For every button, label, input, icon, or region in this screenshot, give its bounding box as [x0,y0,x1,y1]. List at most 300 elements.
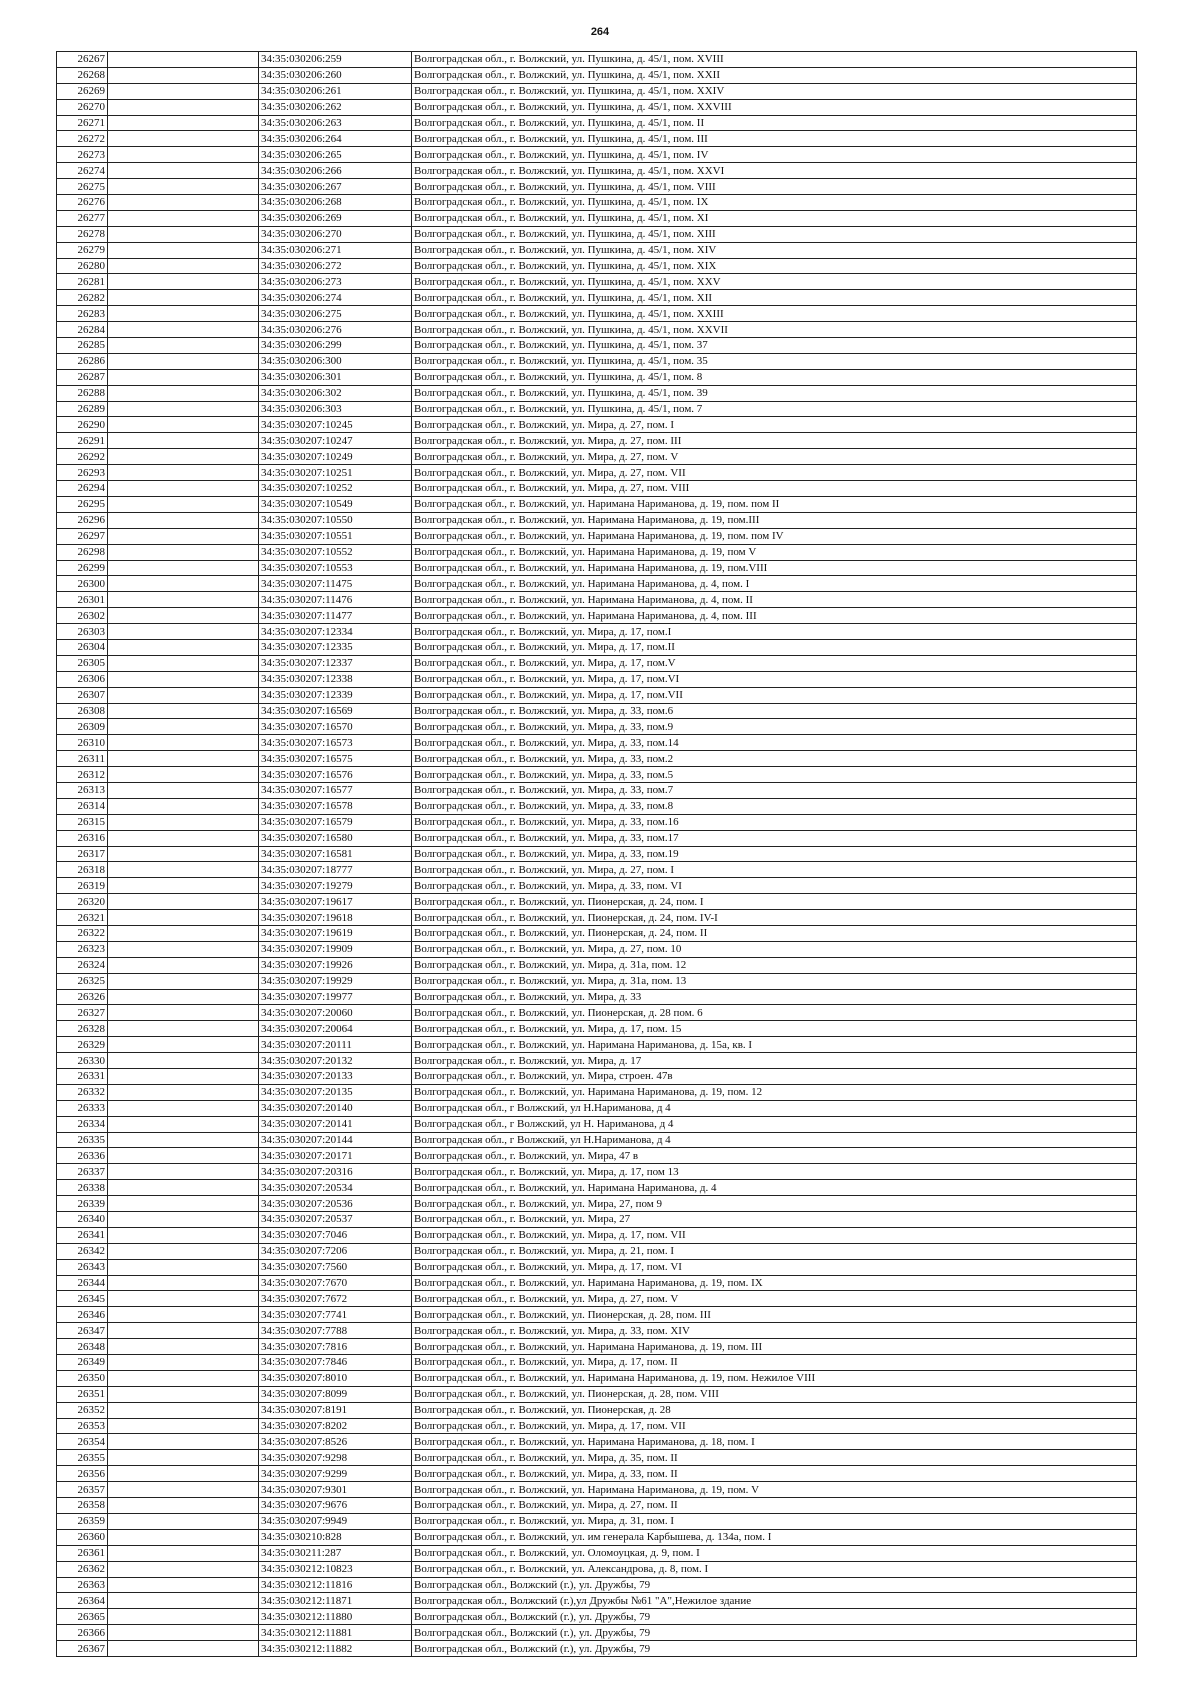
row-number-cell: 26343 [57,1259,108,1275]
empty-cell [108,385,259,401]
row-number-cell: 26311 [57,751,108,767]
table-row [57,1339,1137,1355]
cadastral-number-cell: 34:35:030207:20536 [259,1196,412,1212]
row-number-cell: 26314 [57,798,108,814]
address-cell: Волгоградская обл., г. Волжский, ул. Пушкина, д. 45/1, пом. 39 [412,385,1137,401]
table-row [57,1370,1137,1386]
empty-cell [108,512,259,528]
address-cell: Волгоградская обл., г. Волжский, ул. Мира, д. 27, пом. I [412,417,1137,433]
row-number-cell: 26310 [57,735,108,751]
row-number-cell: 26284 [57,322,108,338]
table-row [57,1641,1137,1657]
row-number-cell: 26358 [57,1498,108,1514]
empty-cell [108,1545,259,1561]
address-cell: Волгоградская обл., г. Волжский, ул. Мира, д. 17, пом. 15 [412,1021,1137,1037]
row-number-cell: 26330 [57,1053,108,1069]
cadastral-number-cell: 34:35:030207:20064 [259,1021,412,1037]
row-number-cell: 26316 [57,830,108,846]
cadastral-number-cell: 34:35:030207:11476 [259,592,412,608]
cadastral-number-cell: 34:35:030207:16580 [259,830,412,846]
empty-cell [108,1593,259,1609]
empty-cell [108,1100,259,1116]
address-cell: Волгоградская обл., г. Волжский, ул. Наримана Нариманова, д. 19, пом.VIII [412,560,1137,576]
empty-cell [108,1116,259,1132]
cadastral-number-cell: 34:35:030212:11881 [259,1625,412,1641]
address-cell: Волгоградская обл., г. Волжский, ул. Пушкина, д. 45/1, пом. XII [412,290,1137,306]
empty-cell [108,1402,259,1418]
table-row [57,163,1137,179]
table-row [57,814,1137,830]
row-number-cell: 26342 [57,1243,108,1259]
table-row [57,338,1137,354]
cadastral-number-cell: 34:35:030207:7788 [259,1323,412,1339]
empty-cell [108,671,259,687]
address-cell: Волгоградская обл., г. Волжский, ул. Пионерская, д. 28 пом. 6 [412,1005,1137,1021]
address-cell: Волгоградская обл., г. Волжский, ул. Мира, д. 33, пом.7 [412,782,1137,798]
table-row [57,67,1137,83]
address-cell: Волгоградская обл., г. Волжский, ул. Мира, д. 33, пом. VI [412,878,1137,894]
empty-cell [108,1243,259,1259]
table-row [57,385,1137,401]
address-cell: Волгоградская обл., г. Волжский, ул. Наримана Нариманова, д. 4, пом. II [412,592,1137,608]
table-row [57,862,1137,878]
table-row [57,1577,1137,1593]
empty-cell [108,1227,259,1243]
row-number-cell: 26272 [57,131,108,147]
empty-cell [108,338,259,354]
empty-cell [108,242,259,258]
empty-cell [108,322,259,338]
row-number-cell: 26334 [57,1116,108,1132]
address-cell: Волгоградская обл., г. Волжский, ул. Пушкина, д. 45/1, пом. XXVI [412,163,1137,179]
row-number-cell: 26363 [57,1577,108,1593]
cadastral-number-cell: 34:35:030207:9676 [259,1498,412,1514]
cadastral-number-cell: 34:35:030206:301 [259,369,412,385]
cadastral-number-cell: 34:35:030207:20144 [259,1132,412,1148]
cadastral-number-cell: 34:35:030207:20141 [259,1116,412,1132]
table-row [57,210,1137,226]
address-cell: Волгоградская обл., г. Волжский, ул. Александрова, д. 8, пом. I [412,1561,1137,1577]
row-number-cell: 26340 [57,1212,108,1228]
empty-cell [108,258,259,274]
empty-cell [108,1291,259,1307]
table-row [57,1005,1137,1021]
table-row [57,83,1137,99]
address-cell: Волгоградская обл., г. Волжский, ул. Мира, д. 27, пом. 10 [412,941,1137,957]
empty-cell [108,369,259,385]
row-number-cell: 26345 [57,1291,108,1307]
row-number-cell: 26341 [57,1227,108,1243]
row-number-cell: 26317 [57,846,108,862]
address-cell: Волгоградская обл., г. Волжский, ул. Наримана Нариманова, д. 19, пом. 12 [412,1084,1137,1100]
cadastral-number-cell: 34:35:030207:16573 [259,735,412,751]
address-cell: Волгоградская обл., г. Волжский, ул. Мира, д. 21, пом. I [412,1243,1137,1259]
row-number-cell: 26318 [57,862,108,878]
cadastral-number-cell: 34:35:030211:287 [259,1545,412,1561]
address-cell: Волгоградская обл., г. Волжский, ул. Мира, д. 33, пом.14 [412,735,1137,751]
cadastral-number-cell: 34:35:030207:7741 [259,1307,412,1323]
empty-cell [108,1513,259,1529]
table-row [57,544,1137,560]
table-row [57,1100,1137,1116]
cadastral-number-cell: 34:35:030206:264 [259,131,412,147]
row-number-cell: 26298 [57,544,108,560]
address-cell: Волгоградская обл., г. Волжский, ул. Пушкина, д. 45/1, пом. XIX [412,258,1137,274]
cadastral-number-cell: 34:35:030206:274 [259,290,412,306]
table-row [57,1593,1137,1609]
cadastral-number-cell: 34:35:030207:19618 [259,910,412,926]
row-number-cell: 26282 [57,290,108,306]
row-number-cell: 26291 [57,433,108,449]
empty-cell [108,719,259,735]
table-row [57,1625,1137,1641]
empty-cell [108,1386,259,1402]
table-row [57,1069,1137,1085]
address-cell: Волгоградская обл., г. Волжский, ул. Пушкина, д. 45/1, пом. VIII [412,179,1137,195]
table-row [57,687,1137,703]
cadastral-number-cell: 34:35:030212:11816 [259,1577,412,1593]
row-number-cell: 26270 [57,99,108,115]
table-row [57,703,1137,719]
table-row [57,767,1137,783]
cadastral-number-cell: 34:35:030207:10247 [259,433,412,449]
address-cell: Волгоградская обл., г. Волжский, ул. Мира, 47 в [412,1148,1137,1164]
table-row [57,1323,1137,1339]
empty-cell [108,274,259,290]
cadastral-number-cell: 34:35:030206:260 [259,67,412,83]
row-number-cell: 26281 [57,274,108,290]
table-row [57,798,1137,814]
empty-cell [108,67,259,83]
table-row [57,1434,1137,1450]
table-row [57,449,1137,465]
row-number-cell: 26273 [57,147,108,163]
address-cell: Волгоградская обл., г. Волжский, ул. Мира, д. 33, пом.17 [412,830,1137,846]
empty-cell [108,592,259,608]
table-row [57,1275,1137,1291]
row-number-cell: 26305 [57,655,108,671]
address-cell: Волгоградская обл., г. Волжский, ул. Мира, д. 17, пом. II [412,1355,1137,1371]
table-row [57,1529,1137,1545]
cadastral-number-cell: 34:35:030206:265 [259,147,412,163]
address-cell: Волгоградская обл., г. Волжский, ул. Мира, д. 17, пом.V [412,655,1137,671]
address-cell: Волгоградская обл., г. Волжский, ул. Мира, д. 17, пом. VII [412,1418,1137,1434]
table-row [57,655,1137,671]
address-cell: Волгоградская обл., г. Волжский, ул. Наримана Нариманова, д. 19, пом. V [412,1482,1137,1498]
table-row [57,322,1137,338]
row-number-cell: 26327 [57,1005,108,1021]
empty-cell [108,1370,259,1386]
cadastral-number-cell: 34:35:030206:273 [259,274,412,290]
empty-cell [108,1164,259,1180]
empty-cell [108,846,259,862]
address-cell: Волгоградская обл., г. Волжский, ул. Наримана Нариманова, д. 19, пом V [412,544,1137,560]
empty-cell [108,115,259,131]
cadastral-number-cell: 34:35:030207:10249 [259,449,412,465]
empty-cell [108,1307,259,1323]
empty-cell [108,1259,259,1275]
row-number-cell: 26321 [57,910,108,926]
empty-cell [108,735,259,751]
address-cell: Волгоградская обл., г. Волжский, ул. Мира, д. 33 [412,989,1137,1005]
empty-cell [108,1323,259,1339]
address-cell: Волгоградская обл., г. Волжский, ул. Пушкина, д. 45/1, пом. XXVII [412,322,1137,338]
row-number-cell: 26336 [57,1148,108,1164]
address-cell: Волгоградская обл., г. Волжский, ул. Мира, д. 17, пом. VII [412,1227,1137,1243]
address-cell: Волгоградская обл., г. Волжский, ул. Мира, д. 33, пом.9 [412,719,1137,735]
table-row [57,735,1137,751]
cadastral-number-cell: 34:35:030207:12334 [259,624,412,640]
empty-cell [108,433,259,449]
table-row [57,401,1137,417]
empty-cell [108,1275,259,1291]
cadastral-number-cell: 34:35:030207:12338 [259,671,412,687]
address-cell: Волгоградская обл., г. Волжский, ул. Мира, д. 33, пом. II [412,1466,1137,1482]
address-cell: Волгоградская обл., г. Волжский, ул. Мира, д. 33, пом.6 [412,703,1137,719]
cadastral-number-cell: 34:35:030207:19617 [259,894,412,910]
table-row [57,941,1137,957]
empty-cell [108,1037,259,1053]
empty-cell [108,1148,259,1164]
address-cell: Волгоградская обл., г. Волжский, ул. Оломоуцкая, д. 9, пом. I [412,1545,1137,1561]
empty-cell [108,528,259,544]
cadastral-number-cell: 34:35:030207:16569 [259,703,412,719]
empty-cell [108,52,259,68]
cadastral-number-cell: 34:35:030207:19929 [259,973,412,989]
empty-cell [108,1641,259,1657]
cadastral-number-cell: 34:35:030207:10553 [259,560,412,576]
cadastral-number-cell: 34:35:030207:10245 [259,417,412,433]
row-number-cell: 26269 [57,83,108,99]
address-cell: Волгоградская обл., г. Волжский, ул. Мира, д. 33, пом.5 [412,767,1137,783]
table-row [57,751,1137,767]
table-row [57,131,1137,147]
cadastral-number-cell: 34:35:030207:8526 [259,1434,412,1450]
address-cell: Волгоградская обл., г. Волжский, ул. Пушкина, д. 45/1, пом. XVIII [412,52,1137,68]
cadastral-number-cell: 34:35:030207:9298 [259,1450,412,1466]
table-row [57,512,1137,528]
row-number-cell: 26325 [57,973,108,989]
table-row [57,1021,1137,1037]
cadastral-number-cell: 34:35:030207:20140 [259,1100,412,1116]
address-cell: Волгоградская обл., г. Волжский, ул. Мира, д. 31а, пом. 12 [412,957,1137,973]
address-cell: Волгоградская обл., г. Волжский, ул. Пушкина, д. 45/1, пом. XXIV [412,83,1137,99]
cadastral-number-cell: 34:35:030206:268 [259,195,412,211]
cadastral-number-cell: 34:35:030206:267 [259,179,412,195]
row-number-cell: 26351 [57,1386,108,1402]
empty-cell [108,782,259,798]
cadastral-number-cell: 34:35:030206:272 [259,258,412,274]
table-row [57,592,1137,608]
cadastral-number-cell: 34:35:030207:20132 [259,1053,412,1069]
empty-cell [108,1418,259,1434]
cadastral-number-cell: 34:35:030207:8202 [259,1418,412,1434]
cadastral-number-cell: 34:35:030212:11880 [259,1609,412,1625]
address-cell: Волгоградская обл., г. Волжский, ул. Пионерская, д. 24, пом. IV-I [412,910,1137,926]
cadastral-number-cell: 34:35:030207:7046 [259,1227,412,1243]
row-number-cell: 26293 [57,465,108,481]
empty-cell [108,894,259,910]
address-cell: Волгоградская обл., Волжский (г.),ул Дружбы №61 "А",Нежилое здание [412,1593,1137,1609]
address-cell: Волгоградская обл., г. Волжский, ул. Мира, д. 27, пом. V [412,1291,1137,1307]
cadastral-number-cell: 34:35:030207:12337 [259,655,412,671]
table-row [57,1402,1137,1418]
address-cell: Волгоградская обл., г. Волжский, ул. Пушкина, д. 45/1, пом. 8 [412,369,1137,385]
address-cell: Волгоградская обл., г. Волжский, ул. Пионерская, д. 28 [412,1402,1137,1418]
table-row [57,719,1137,735]
cadastral-number-cell: 34:35:030207:20537 [259,1212,412,1228]
address-cell: Волгоградская обл., Волжский (г.), ул. Дружбы, 79 [412,1625,1137,1641]
cadastral-number-cell: 34:35:030207:20111 [259,1037,412,1053]
table-row [57,1498,1137,1514]
address-cell: Волгоградская обл., г. Волжский, ул. Пушкина, д. 45/1, пом. XI [412,210,1137,226]
cadastral-number-cell: 34:35:030207:20135 [259,1084,412,1100]
row-number-cell: 26329 [57,1037,108,1053]
address-cell: Волгоградская обл., г. Волжский, ул. Мира, д. 27, пом. I [412,862,1137,878]
row-number-cell: 26338 [57,1180,108,1196]
empty-cell [108,560,259,576]
row-number-cell: 26276 [57,195,108,211]
table-row [57,1037,1137,1053]
table-row [57,1450,1137,1466]
address-cell: Волгоградская обл., г. Волжский, ул. Мира, д. 27, пом. III [412,433,1137,449]
address-cell: Волгоградская обл., г. Волжский, ул. Мира, д. 33, пом. XIV [412,1323,1137,1339]
cadastral-number-cell: 34:35:030207:11477 [259,608,412,624]
cadastral-number-cell: 34:35:030207:7816 [259,1339,412,1355]
address-cell: Волгоградская обл., г. Волжский, ул. Пушкина, д. 45/1, пом. IV [412,147,1137,163]
address-cell: Волгоградская обл., г. Волжский, ул. Пушкина, д. 45/1, пом. XIII [412,226,1137,242]
row-number-cell: 26359 [57,1513,108,1529]
cadastral-number-cell: 34:35:030206:302 [259,385,412,401]
table-row [57,465,1137,481]
address-cell: Волгоградская обл., Волжский (г.), ул. Дружбы, 79 [412,1609,1137,1625]
row-number-cell: 26278 [57,226,108,242]
address-cell: Волгоградская обл., г. Волжский, ул. Наримана Нариманова, д. 19, пом.III [412,512,1137,528]
cadastral-number-cell: 34:35:030207:16575 [259,751,412,767]
table-row [57,1561,1137,1577]
empty-cell [108,449,259,465]
row-number-cell: 26289 [57,401,108,417]
address-cell: Волгоградская обл., г. Волжский, ул. Наримана Нариманова, д. 4, пом. I [412,576,1137,592]
cadastral-number-cell: 34:35:030207:16577 [259,782,412,798]
empty-cell [108,417,259,433]
empty-cell [108,608,259,624]
table-row [57,1084,1137,1100]
address-cell: Волгоградская обл., г. Волжский, ул. Пушкина, д. 45/1, пом. IX [412,195,1137,211]
row-number-cell: 26277 [57,210,108,226]
address-cell: Волгоградская обл., г. Волжский, ул. Пионерская, д. 24, пом. II [412,925,1137,941]
cadastral-number-cell: 34:35:030207:12335 [259,639,412,655]
cadastral-number-cell: 34:35:030207:7846 [259,1355,412,1371]
table-row [57,528,1137,544]
empty-cell [108,163,259,179]
table-row [57,1132,1137,1148]
table-row [57,1053,1137,1069]
address-cell: Волгоградская обл., г. Волжский, ул. Пионерская, д. 24, пом. I [412,894,1137,910]
address-cell: Волгоградская обл., г. Волжский, ул. Мира, д. 17 [412,1053,1137,1069]
table-row [57,576,1137,592]
empty-cell [108,1339,259,1355]
address-cell: Волгоградская обл., г. Волжский, ул. Пушкина, д. 45/1, пом. II [412,115,1137,131]
empty-cell [108,1021,259,1037]
row-number-cell: 26357 [57,1482,108,1498]
empty-cell [108,703,259,719]
row-number-cell: 26339 [57,1196,108,1212]
row-number-cell: 26320 [57,894,108,910]
address-cell: Волгоградская обл., г. Волжский, ул. Мира, д. 33, пом.2 [412,751,1137,767]
table-row [57,1148,1137,1164]
table-row [57,1227,1137,1243]
table-row [57,973,1137,989]
row-number-cell: 26352 [57,1402,108,1418]
cadastral-number-cell: 34:35:030207:10251 [259,465,412,481]
row-number-cell: 26333 [57,1100,108,1116]
empty-cell [108,99,259,115]
row-number-cell: 26323 [57,941,108,957]
address-cell: Волгоградская обл., г. Волжский, ул. Мира, д. 27, пом. VIII [412,481,1137,497]
table-row [57,1116,1137,1132]
cadastral-number-cell: 34:35:030207:10549 [259,496,412,512]
cadastral-number-cell: 34:35:030207:7206 [259,1243,412,1259]
table-row [57,671,1137,687]
empty-cell [108,1561,259,1577]
table-row [57,1196,1137,1212]
cadastral-number-cell: 34:35:030207:20316 [259,1164,412,1180]
cadastral-number-cell: 34:35:030207:16581 [259,846,412,862]
row-number-cell: 26308 [57,703,108,719]
address-cell: Волгоградская обл., г. Волжский, ул. Пушкина, д. 45/1, пом. III [412,131,1137,147]
cadastral-number-cell: 34:35:030207:20171 [259,1148,412,1164]
table-row [57,1386,1137,1402]
row-number-cell: 26274 [57,163,108,179]
registry-body [57,52,1137,1657]
table-row [57,894,1137,910]
empty-cell [108,210,259,226]
cadastral-number-cell: 34:35:030212:10823 [259,1561,412,1577]
empty-cell [108,576,259,592]
cadastral-number-cell: 34:35:030206:261 [259,83,412,99]
row-number-cell: 26313 [57,782,108,798]
address-cell: Волгоградская обл., г. Волжский, ул. Мира, д. 33, пом.16 [412,814,1137,830]
row-number-cell: 26362 [57,1561,108,1577]
address-cell: Волгоградская обл., г. Волжский, ул. Наримана Нариманова, д. 19, пом. пом II [412,496,1137,512]
empty-cell [108,1450,259,1466]
empty-cell [108,973,259,989]
empty-cell [108,83,259,99]
empty-cell [108,1005,259,1021]
row-number-cell: 26292 [57,449,108,465]
empty-cell [108,957,259,973]
table-row [57,624,1137,640]
table-row [57,846,1137,862]
table-row [57,910,1137,926]
address-cell: Волгоградская обл., г. Волжский, ул. Пионерская, д. 28, пом. VIII [412,1386,1137,1402]
cadastral-number-cell: 34:35:030206:266 [259,163,412,179]
row-number-cell: 26361 [57,1545,108,1561]
cadastral-number-cell: 34:35:030207:9301 [259,1482,412,1498]
table-row [57,290,1137,306]
empty-cell [108,290,259,306]
row-number-cell: 26346 [57,1307,108,1323]
address-cell: Волгоградская обл., г. Волжский, ул. Пушкина, д. 45/1, пом. XIV [412,242,1137,258]
address-cell: Волгоградская обл., г. Волжский, ул. Мира, д. 17, пом 13 [412,1164,1137,1180]
row-number-cell: 26271 [57,115,108,131]
row-number-cell: 26335 [57,1132,108,1148]
empty-cell [108,767,259,783]
row-number-cell: 26365 [57,1609,108,1625]
empty-cell [108,1466,259,1482]
table-row [57,989,1137,1005]
